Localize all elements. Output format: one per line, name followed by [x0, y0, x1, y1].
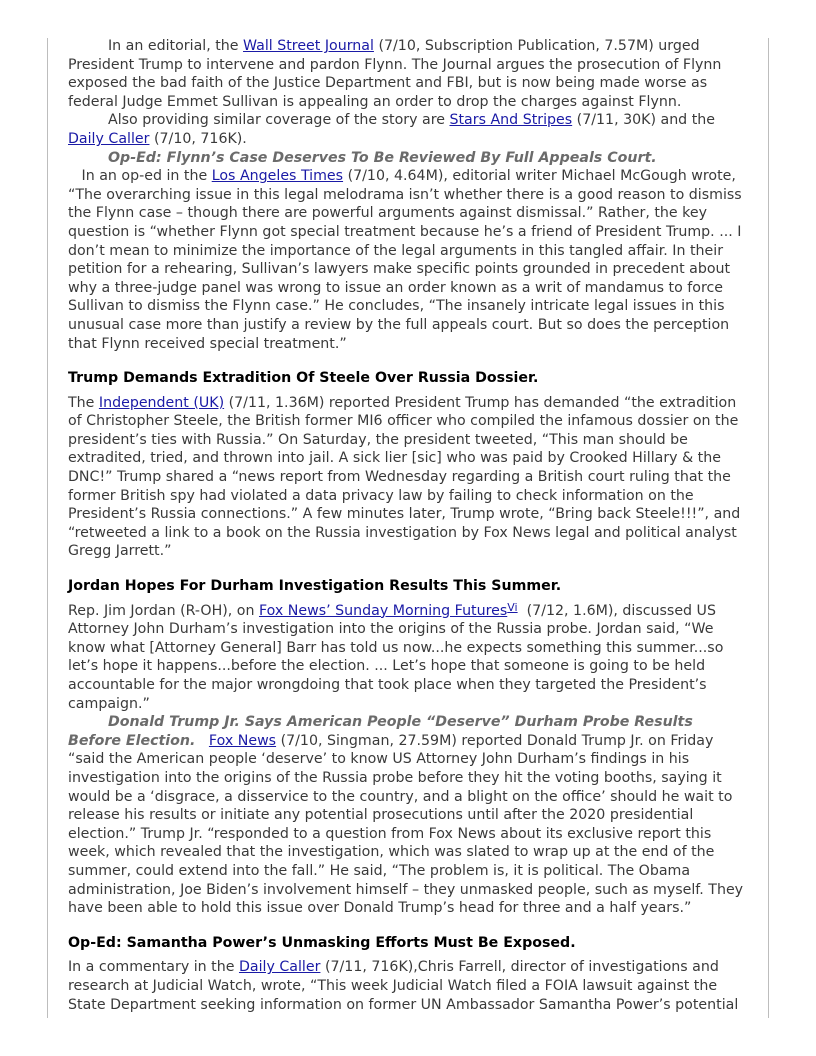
paragraph-trump-jr-durham: Donald Trump Jr. Says American People “Deserve” Durham Probe Results Before Election. Fox News (7/10, Singman, 27.59M) reported Donald Trump Jr. on Friday “said the American people ‘deserve’ to know US Attorney John Durham’s findings in his investigation into the origins of the Russia probe before they hit the voting booths, saying it would be a ‘disgrace, a disservice to the country, and a blight on the office’ should he wait to release his results or initiate any potential prosecutions until after the 2020 presidential election.” Trump Jr. “responded to a question from Fox News about its exclusive report this week, which revealed that the investigation, which was slated to wrap up at the end of the summer, could extend into the fall.” He said, “The problem is, it is political. The Obama administration, Joe Biden’s involvement himself – they unmasked people, such as myself. They have been able to hold this issue over Donald Trump’s head for three and a half years.”: [68, 714, 744, 917]
subheading-flynn-op-ed: Op-Ed: Flynn’s Case Deserves To Be Reviewed By Full Appeals Court.: [108, 149, 657, 166]
heading-jordan-durham: Jordan Hopes For Durham Investigation Results This Summer.: [68, 578, 562, 595]
heading-steele-extradition: Trump Demands Extradition Of Steele Over Russia Dossier.: [68, 370, 539, 387]
heading-samantha-power: Op-Ed: Samantha Power’s Unmasking Efforts Must Be Exposed.: [68, 934, 576, 951]
paragraph-jordan-durham: Rep. Jim Jordan (R-OH), on Fox News’ Sunday Morning Futures$^{Vi}$ (7/12, 1.6M), discussed US Attorney John Durham’s investigation into the origins of the Russia probe. Jordan said, “We know what [Attorney General] Barr has told us now...he expects something this summer...so let’s hope it happens...before the election. ... Let’s hope that someone is going to be held accountable for the major wrongdoing that took place when they targeted the President’s campaign.”: [68, 600, 728, 712]
link-fox-news[interactable]: Fox News: [208, 732, 277, 749]
subheading-trump-jr-durham: Donald Trump Jr. Says American People “Deserve” Durham Probe Results Before Election.: [68, 714, 693, 749]
left-margin-rule: [47, 38, 48, 1018]
paragraph-wsj-editorial: In an editorial, the Wall Street Journal (7/10, Subscription Publication, 7.57M) urged President Trump to intervene and pardon Flynn. The Journal argues the prosecution of Flynn exposed the bad faith of the Justice Department and FBI, but is now being made worse as federal Judge Emmet Sullivan is appealing an order to drop the charges against Flynn.: [68, 38, 722, 110]
paragraph-flynn-op-ed: Op-Ed: Flynn’s Case Deserves To Be Reviewed By Full Appeals Court. In an op-ed in the Los Angeles Times (7/10, 4.64M), editorial writer Michael McGough wrote, “The overarching issue in this legal melodrama isn’t whether there is a good reason to dismiss the Flynn case – though there are powerful arguments against dismissal.” Rather, the key question is “whether Flynn got special treatment because he’s a friend of President Trump. ... I don’t mean to minimize the importance of the legal arguments in this tangled affair. In their petition for a rehearing, Sullivan’s lawyers make specific points grounded in precedent about why a three-judge panel was wrong to issue an order known as a writ of mandamus to force Sullivan to dismiss the Flynn case.” He concludes, “The insanely intricate legal issues in this unusual case more than justify a review by the full appeals court. But so does the perception that Flynn received special treatment.”: [68, 149, 742, 352]
link-wall-street-journal[interactable]: Wall Street Journal: [243, 38, 374, 54]
link-independent-uk[interactable]: Independent (UK): [98, 394, 225, 411]
document-body: [68, 37, 748, 1014]
right-margin-rule: [768, 38, 769, 1018]
link-fox-news-sunday-morning-futures[interactable]: Fox News’ Sunday Morning Futures: [258, 602, 508, 619]
video-link-marker[interactable]: Vi: [507, 600, 518, 614]
paragraph-samantha-power: In a commentary in the Daily Caller (7/11, 716K),Chris Farrell, director of investigations and research at Judicial Watch, wrote, “This week Judicial Watch filed a FOIA lawsuit against the State Department seeking information on former UN Ambassador Samantha Power’s potential: [68, 959, 739, 1013]
paragraph-similar-coverage: Also providing similar coverage of the story are Stars And Stripes (7/11, 30K) and the Daily Caller (7/10, 716K).: [68, 112, 715, 147]
link-daily-caller[interactable]: Daily Caller: [68, 130, 150, 147]
link-daily-caller-commentary[interactable]: Daily Caller: [238, 959, 321, 976]
link-stars-and-stripes[interactable]: Stars And Stripes: [449, 112, 573, 129]
paragraph-steele-extradition: The Independent (UK) (7/11, 1.36M) reported President Trump has demanded “the extradition of Christopher Steele, the British former MI6 officer who compiled the infamous dossier on the president’s ties with Russia.” On Saturday, the president tweeted, “This man should be extradited, tried, and thrown into jail. A sick lier [sic] who was paid by Crooked Hillary & the DNC!” Trump shared a “news report from Wednesday regarding a British court ruling that the former British spy had violated a data privacy law by failing to check information on the President’s Russia connections.” A few minutes later, Trump wrote, “Bring back Steele!!!”, and “retweeted a link to a book on the Russia investigation by Fox News legal and political analyst Gregg Jarrett.”: [68, 394, 741, 560]
link-los-angeles-times[interactable]: Los Angeles Times: [211, 168, 344, 185]
